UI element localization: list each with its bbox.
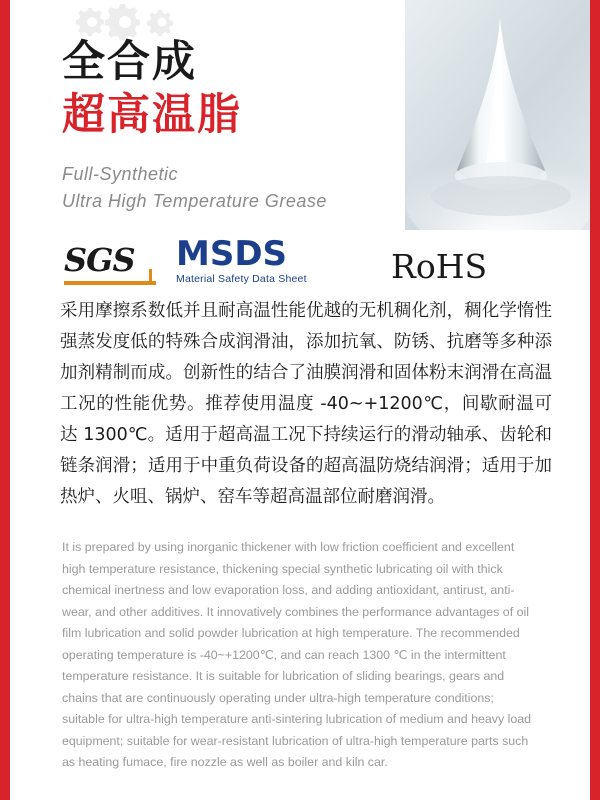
- grease-cone-photo: [405, 0, 590, 230]
- rohs-logo: [391, 249, 487, 285]
- document-page: [10, 0, 590, 800]
- msds-logo-sublabel: Material Safety Data Sheet: [176, 273, 307, 285]
- page-title-en: [62, 161, 422, 215]
- page-title-cn-line2: 超高温脂: [62, 90, 242, 141]
- sgs-logo-tick: [149, 269, 152, 285]
- sgs-logo-label: SGS: [64, 241, 135, 279]
- left-red-edge-bar: [0, 0, 10, 800]
- title-block: [62, 38, 422, 215]
- page-title-en-line2: Ultra High Temperature Grease: [62, 190, 327, 211]
- msds-logo: [176, 234, 371, 285]
- certification-logos: [64, 235, 564, 285]
- body-text-chinese: 采用摩擦系数低并且耐高温性能优越的无机稠化剂，稠化学惰性强蒸发度低的特殊合成润滑油，添加抗氧、防锈、抗磨等多种添加剂精制而成。创新性的结合了油膜润滑和固体粉末润滑在高温工况的性能优势。推荐使用温度 -40~+1200℃，间歇耐温可达 1300℃。适用于超高温工况下持续运行的滑动轴承、齿轮和链条润滑；适用于中重负荷设备的超高温防烧结润滑；适用于加热炉、火咀、锅炉、窑车等超高温部位耐磨润滑。: [60, 301, 552, 507]
- sgs-logo-underline: [64, 281, 156, 285]
- page-title-en-line1: Full-Synthetic: [62, 163, 179, 184]
- rohs-logo-label: RoHS: [391, 247, 488, 286]
- sgs-logo: [64, 243, 156, 285]
- right-red-edge-bar: [590, 0, 600, 800]
- page-title-cn-line1: 全合成: [62, 37, 197, 87]
- body-text-english: It is prepared by using inorganic thickener with low friction coefficient and excellent high temperature resistance, thickening special synthetic lubricating oil with thick chemical inertness and low evaporation loss, and adding antioxidant, antirust, anti-wear, and other additives. It innovatively combines the performance advantages of oil film lubrication and solid powder lubrication at high temperature. The recommended operating temperature is -40~+1200℃, and can reach 1300 ℃ in the intermittent temperature resistance. It is suitable for lubrication of sliding bearings, gears and chains that are continuously operating under ultra-high temperature conditions; suitable for ultra-high temperature anti-sintering lubrication of medium and heavy load equipment; suitable for wear-resistant lubrication of ultra-high temperature parts such as heating fumace, fire nozzle as well as boiler and kiln car.: [62, 540, 532, 769]
- gear-cluster-icon: [68, 4, 188, 40]
- msds-logo-label: MSDS: [176, 234, 288, 274]
